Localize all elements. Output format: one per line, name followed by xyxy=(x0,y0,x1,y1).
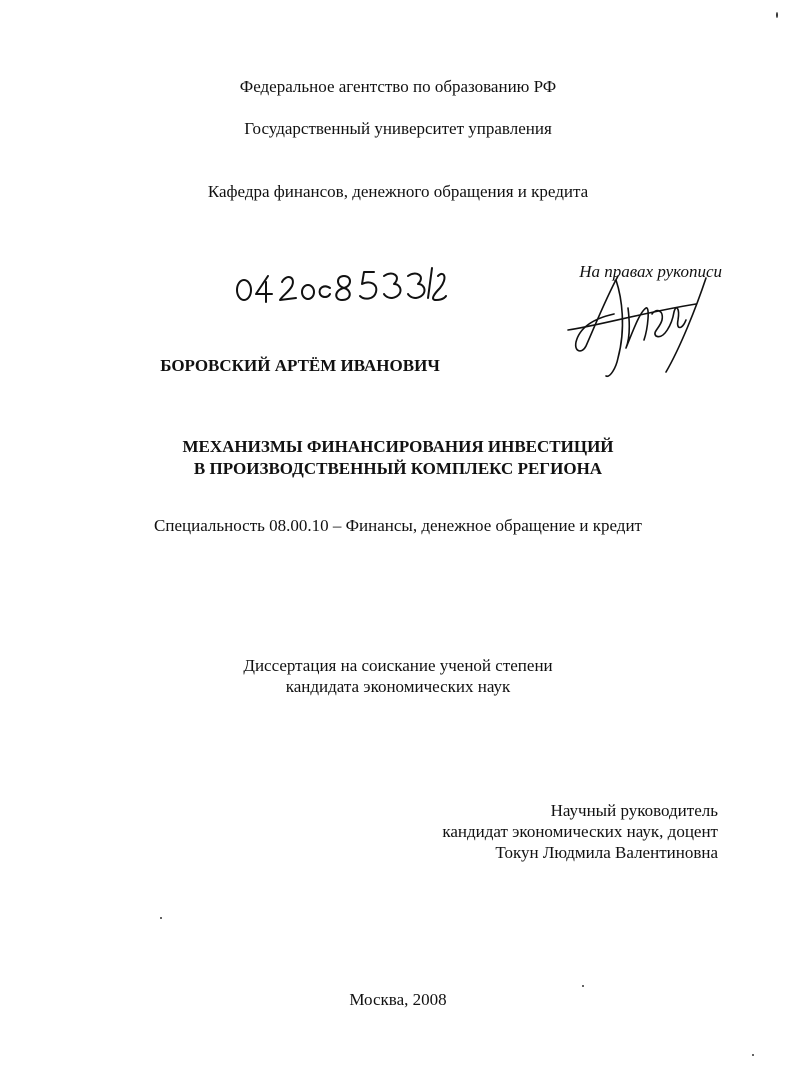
scan-speck xyxy=(752,1054,754,1056)
supervisor-name: Токун Людмила Валентиновна xyxy=(495,843,718,862)
scan-speck xyxy=(160,917,162,919)
title-line-1: МЕХАНИЗМЫ ФИНАНСИРОВАНИЯ ИНВЕСТИЦИЙ xyxy=(182,437,614,456)
title-line-2: В ПРОИЗВОДСТВЕННЫЙ КОМПЛЕКС РЕГИОНА xyxy=(193,459,603,478)
city-year: Москва, 2008 xyxy=(349,990,447,1009)
university-line: Государственный университет управления xyxy=(244,119,552,138)
supervisor-role: Научный руководитель xyxy=(550,801,718,820)
specialty-line: Специальность 08.00.10 – Финансы, денежное обращение и кредит xyxy=(154,516,642,535)
scan-speck xyxy=(776,12,778,18)
dissertation-line-2: кандидата экономических наук xyxy=(285,677,511,696)
scan-speck xyxy=(582,985,584,987)
author-name: БОРОВСКИЙ АРТЁМ ИВАНОВИЧ xyxy=(160,356,440,375)
handwritten-registration-number xyxy=(232,262,447,312)
rights-note: На правах рукописи xyxy=(579,262,722,281)
supervisor-degree: кандидат экономических наук, доцент xyxy=(442,822,718,841)
dissertation-line-1: Диссертация на соискание ученой степени xyxy=(243,656,553,675)
department-line: Кафедра финансов, денежного обращения и кредита xyxy=(207,182,589,201)
agency-line: Федеральное агентство по образованию РФ xyxy=(239,77,557,96)
